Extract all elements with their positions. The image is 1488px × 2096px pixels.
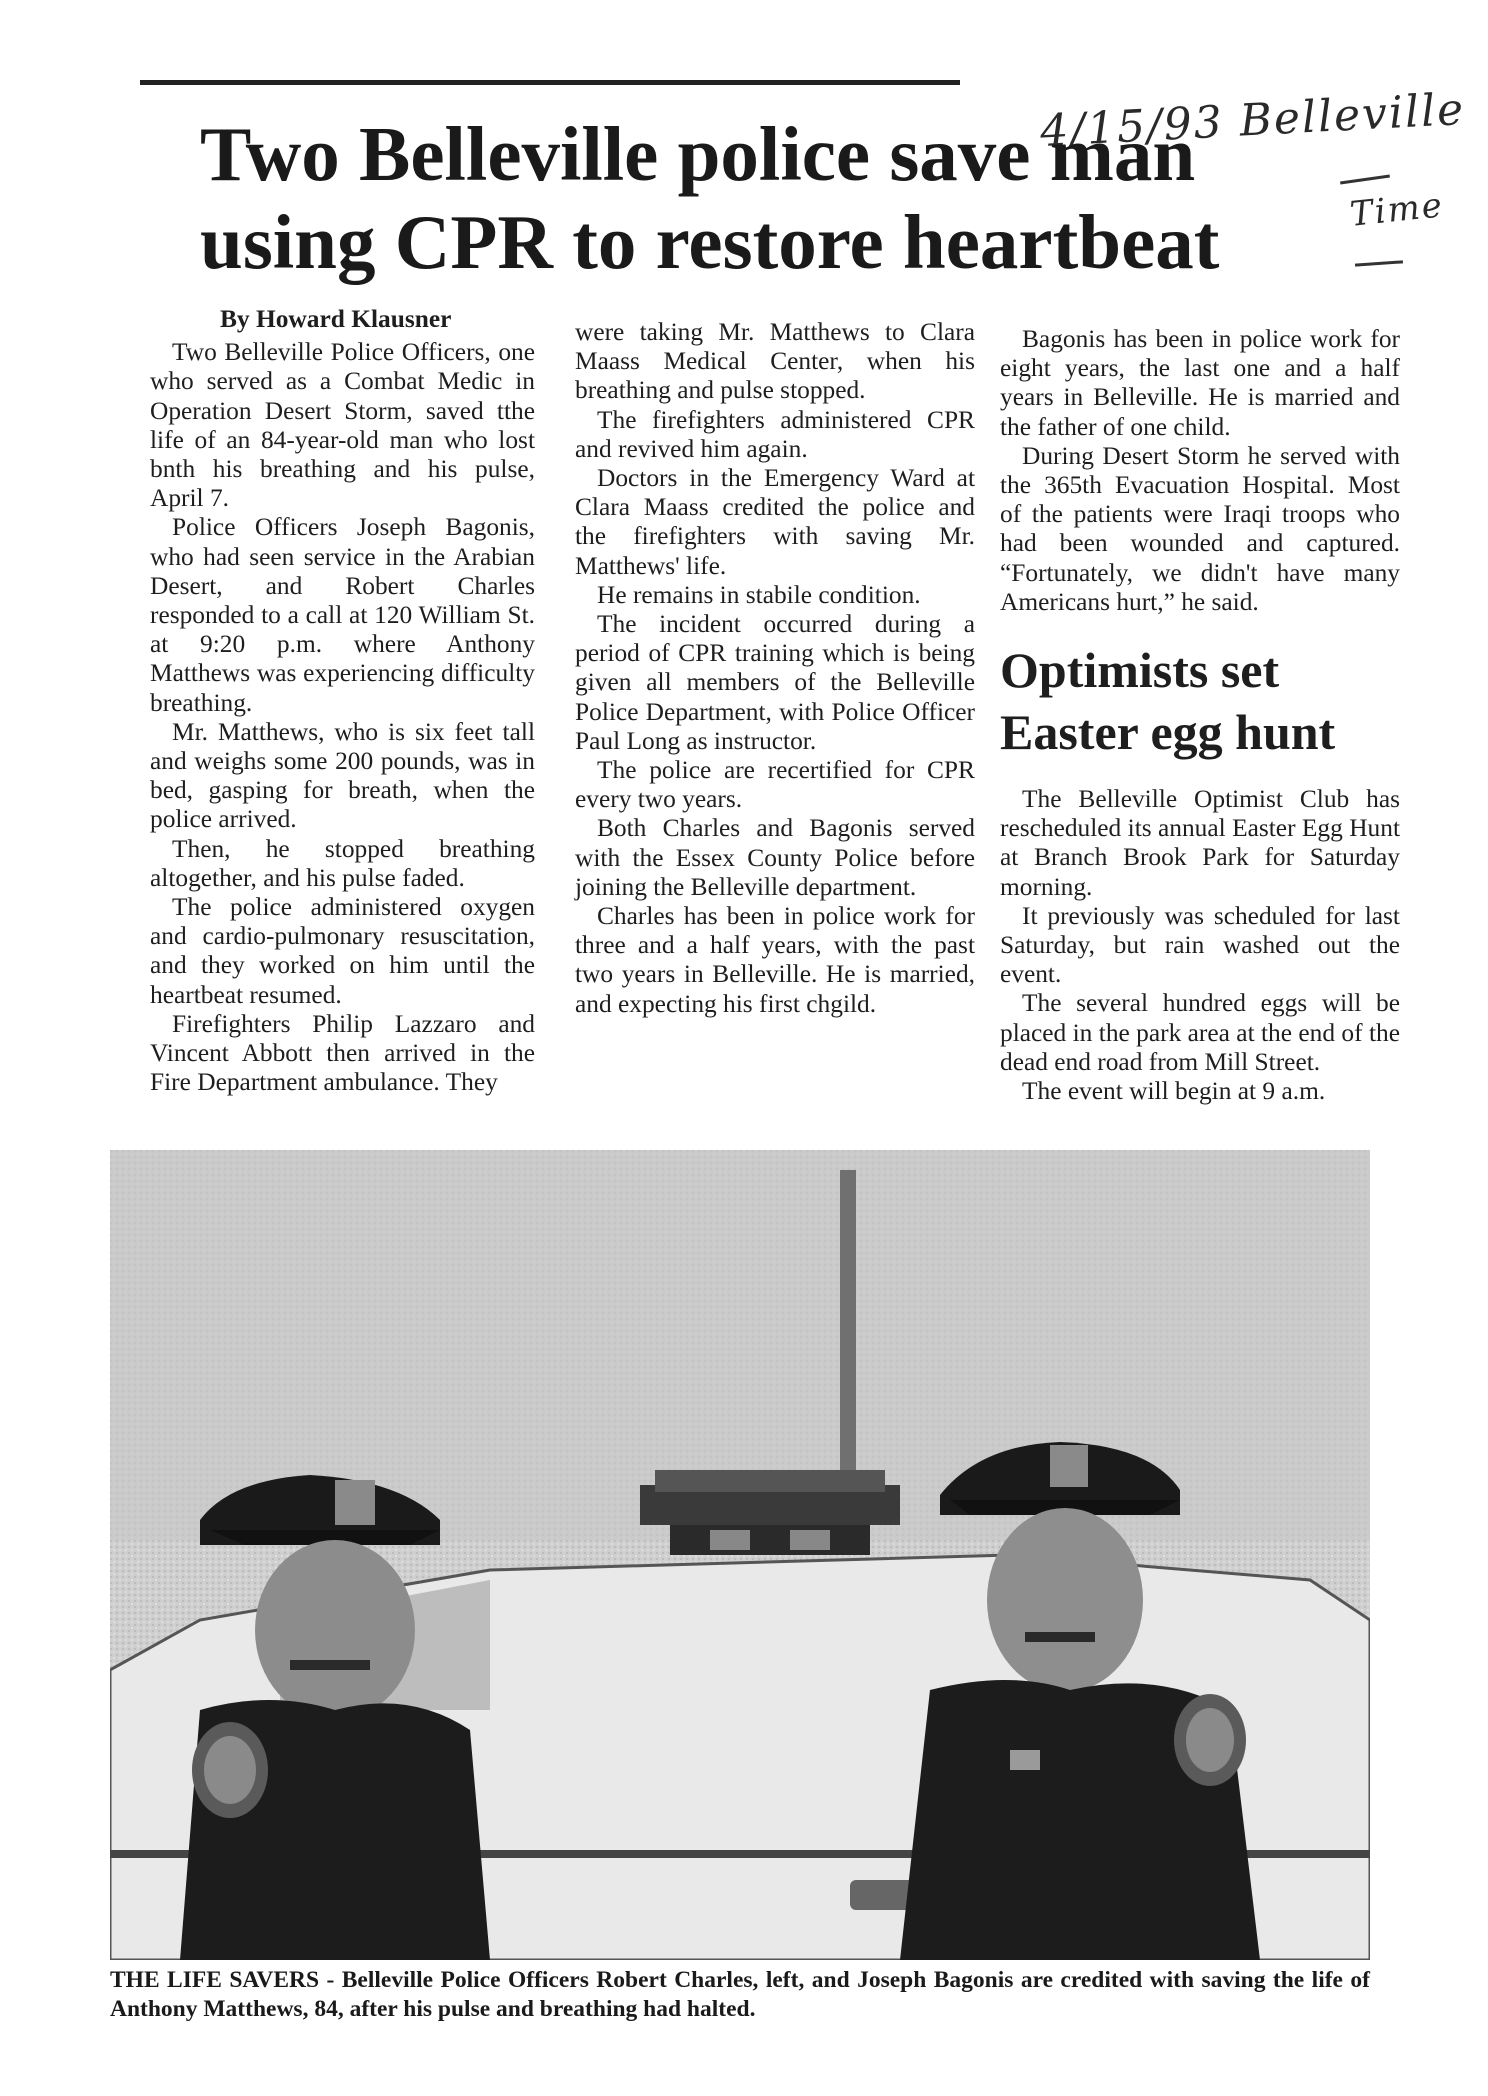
paragraph: Mr. Matthews, who is six feet tall and weighs some 200 pounds, was in bed, gasping for breath, when the police arrived. xyxy=(150,717,535,834)
paragraph: The several hundred eggs will be placed in the park area at the end of the dead end road from Mill Street. xyxy=(1000,989,1400,1076)
photo-caption: THE LIFE SAVERS - Belleville Police Officers Robert Charles, left, and Joseph Bagonis are credited with saving the life of Anthony Matthews, 84, after his pulse and breathing had halted. xyxy=(110,1967,1370,2022)
second-article-headline: Optimists set Easter egg hunt xyxy=(1000,642,1336,761)
top-rule xyxy=(140,80,960,85)
handwritten-date-note: 4/15/93 Belleville xyxy=(1038,83,1467,158)
paragraph: Two Belleville Police Officers, one who served as a Combat Medic in Operation Desert Storm, saved tthe life of an 84-year-old man who lost bnth his breathing and his pulse, April 7. xyxy=(150,338,535,513)
paragraph: The event will begin at 9 a.m. xyxy=(1022,1077,1326,1106)
article-column-2 xyxy=(575,318,975,1019)
paragraph: Firefighters Philip Lazzaro and Vincent Abbott then arrived in the Fire Department ambulance. They xyxy=(150,1009,535,1097)
paragraph: Doctors in the Emergency Ward at Clara Maass credited the police and the firefighters with saving Mr. Matthews' life. xyxy=(575,464,975,580)
light-bar xyxy=(640,1470,900,1555)
paragraph: Charles has been in police work for three and a half years, with the past two years in Belleville. He is married, and expecting his first chgild. xyxy=(575,902,975,1018)
paragraph: The incident occurred during a period of CPR training which is being given all members of the Belleville Police Department, with Police Officer Paul Long as instructor. xyxy=(575,610,975,755)
paragraph: Bagonis has been in police work for eight years, the last one and a half years in Belleville. He is married and the father of one child. xyxy=(1000,325,1400,441)
article-column-3 xyxy=(1000,325,1400,1106)
handwritten-dash xyxy=(1355,260,1403,266)
paragraph: During Desert Storm he served with the 365th Evacuation Hospital. Most of the patients were Iraqi troops who had been wounded and captured. “Fortunately, we didn't have many Americans hurt,” he said. xyxy=(1000,441,1400,616)
article-byline: By Howard Klausner xyxy=(220,305,452,333)
paragraph: The police are recertified for CPR every two years. xyxy=(575,756,975,814)
paragraph: Police Officers Joseph Bagonis, who had seen service in the Arabian Desert, and Robert Charles responded to a call at 120 William St. at 9:20 p.m. where Anthony Matthews was experiencing difficulty breathing. xyxy=(150,513,535,717)
paragraph: Both Charles and Bagonis served with the Essex County Police before joining the Belleville department. xyxy=(575,814,975,901)
handwritten-time-note: Time xyxy=(1348,185,1446,235)
news-photo xyxy=(110,1150,1370,1960)
article-headline: Two Belleville police save man using CPR to restore heartbeat xyxy=(200,111,1220,285)
paragraph: were taking Mr. Matthews to Clara Maass Medical Center, when his breathing and pulse stopped. xyxy=(575,318,975,405)
article-column-1 xyxy=(150,305,535,1097)
paragraph: The Belleville Optimist Club has rescheduled its annual Easter Egg Hunt at Branch Brook Park for Saturday morning. xyxy=(1000,785,1400,901)
paragraph: Then, he stopped breathing altogether, and his pulse faded. xyxy=(150,834,535,892)
paragraph: He remains in stabile condition. xyxy=(597,580,921,609)
paragraph: It previously was scheduled for last Saturday, but rain washed out the event. xyxy=(1000,901,1400,989)
paragraph: The police administered oxygen and cardio-pulmonary resuscitation, and they worked on him until the heartbeat resumed. xyxy=(150,893,535,1009)
paragraph: The firefighters administered CPR and revived him again. xyxy=(575,405,975,463)
